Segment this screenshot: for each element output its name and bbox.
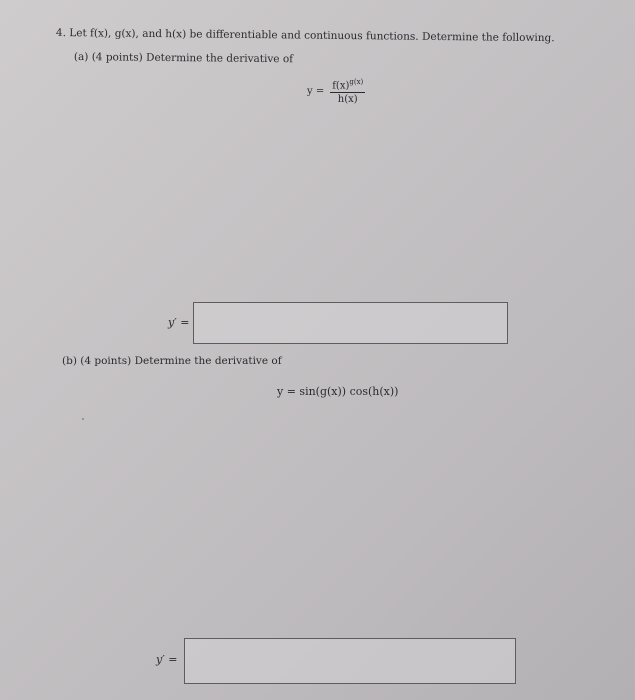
problem-statement xyxy=(56,27,555,44)
problem-text: Let f(x), g(x), and h(x) be differentiable and continuous functions. Determine the following. xyxy=(69,27,555,45)
part-a-fraction xyxy=(330,78,365,105)
part-a-numerator-base: f(x) xyxy=(332,80,350,92)
part-b-formula: y = sin(g(x)) cos(h(x)) xyxy=(277,385,399,398)
part-b-prompt xyxy=(62,355,282,367)
part-b-answer-box[interactable] xyxy=(184,638,516,684)
part-a-formula-lhs: y = xyxy=(307,86,325,98)
part-a-denominator: h(x) xyxy=(337,94,358,106)
part-b-label: (b) xyxy=(62,355,77,367)
part-a-answer-label: y′ = xyxy=(168,316,190,329)
problem-number: 4. xyxy=(55,27,67,40)
part-a-points: (4 points) xyxy=(91,51,143,64)
part-a-label: (a) xyxy=(73,51,89,64)
part-a-answer-box[interactable] xyxy=(193,302,508,344)
paper-speck xyxy=(82,418,84,420)
part-a-prompt xyxy=(74,51,293,65)
part-a-formula xyxy=(307,78,365,105)
part-a-numerator-exponent: g(x) xyxy=(349,78,364,86)
part-b-instruction: Determine the derivative of xyxy=(134,355,282,367)
part-b-points: (4 points) xyxy=(80,355,132,367)
part-a-numerator xyxy=(330,78,365,93)
part-b-answer-label: y′ = xyxy=(156,653,178,666)
part-a-instruction: Determine the derivative of xyxy=(145,51,294,66)
